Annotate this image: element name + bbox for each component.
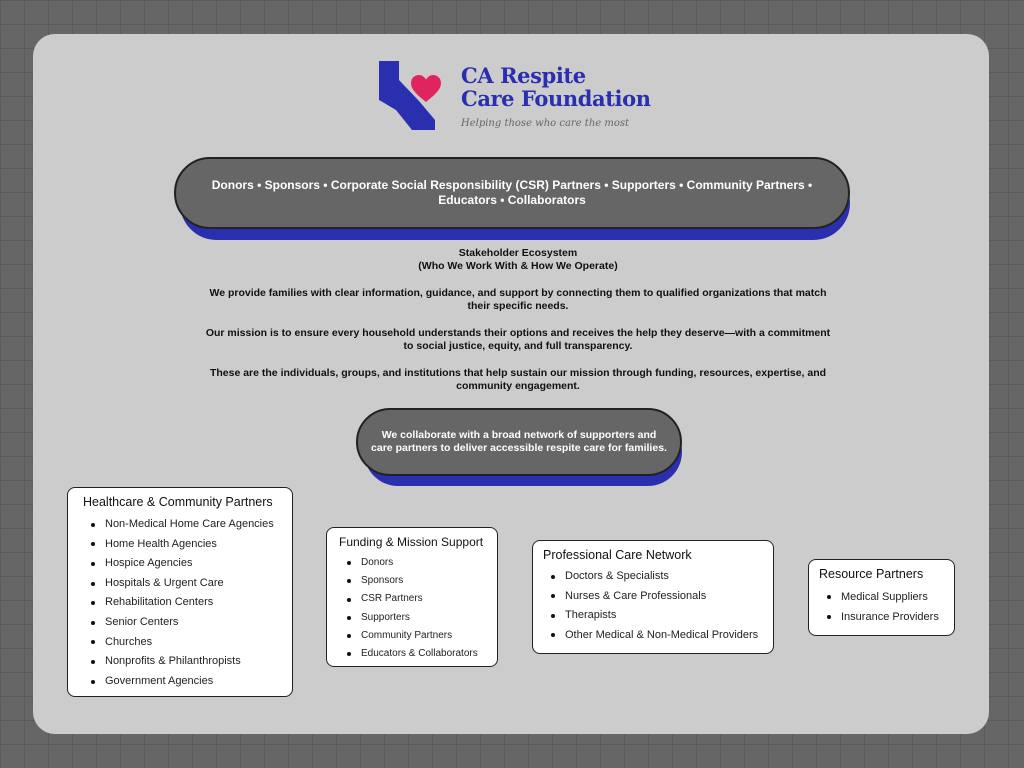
list-item: Hospice Agencies bbox=[83, 554, 282, 574]
card-title: Healthcare & Community Partners bbox=[83, 495, 273, 509]
brand-name-line2: Care Foundation bbox=[461, 86, 651, 111]
stakeholder-types-banner bbox=[174, 157, 850, 240]
list-item: Doctors & Specialists bbox=[543, 567, 763, 587]
list-item: CSR Partners bbox=[339, 590, 487, 608]
banner-text: We collaborate with a broad network of supporters and care partners to deliver accessible respite care for families. bbox=[356, 408, 682, 476]
card-title: Resource Partners bbox=[819, 567, 924, 581]
brand-name bbox=[461, 64, 651, 110]
mission-paragraph: We provide families with clear information, guidance, and support by connecting them to qualified organizations that match their specific needs. bbox=[209, 286, 827, 313]
collaboration-banner bbox=[356, 408, 682, 486]
card-title: Professional Care Network bbox=[543, 548, 692, 562]
brand-name-line1: CA Respite bbox=[461, 63, 586, 88]
list-item: Government Agencies bbox=[83, 672, 282, 692]
mission-paragraph: Our mission is to ensure every household understands their options and receives the help they deserve—with a commitment to social justice, equity, and full transparency. bbox=[205, 326, 831, 353]
card-title: Funding & Mission Support bbox=[339, 535, 484, 549]
list-item: Churches bbox=[83, 633, 282, 653]
professional-care-network-card bbox=[532, 540, 774, 654]
foundation-logo bbox=[378, 60, 658, 135]
list-item: Hospitals & Urgent Care bbox=[83, 574, 282, 594]
list-item: Insurance Providers bbox=[819, 607, 944, 627]
resource-partners-card bbox=[808, 559, 955, 636]
mission-subheading: (Who We Work With & How We Operate) bbox=[418, 260, 618, 273]
brand-tagline: Helping those who care the most bbox=[461, 118, 630, 129]
list-item: Supporters bbox=[339, 609, 487, 627]
list-item: Sponsors bbox=[339, 572, 487, 590]
list-item: Community Partners bbox=[339, 627, 487, 645]
list-item: Nonprofits & Philanthropists bbox=[83, 652, 282, 672]
mission-paragraph: These are the individuals, groups, and institutions that help sustain our mission through funding, resources, expertise, and community engagement. bbox=[209, 366, 827, 392]
list-item: Medical Suppliers bbox=[819, 587, 944, 607]
list-item: Nurses & Care Professionals bbox=[543, 587, 763, 607]
list-item: Educators & Collaborators bbox=[339, 645, 487, 663]
list-item: Donors bbox=[339, 554, 487, 572]
funding-mission-support-card bbox=[326, 527, 498, 667]
mission-heading: Stakeholder Ecosystem bbox=[458, 247, 578, 259]
california-heart-logo-icon bbox=[378, 60, 444, 130]
list-item: Home Health Agencies bbox=[83, 535, 282, 555]
banner-text: Donors • Sponsors • Corporate Social Responsibility (CSR) Partners • Supporters • Community Partners • Educators • Collaborators bbox=[174, 157, 850, 229]
healthcare-community-partners-card bbox=[67, 487, 293, 697]
list-item: Non-Medical Home Care Agencies bbox=[83, 515, 282, 535]
list-item: Senior Centers bbox=[83, 613, 282, 633]
list-item: Rehabilitation Centers bbox=[83, 593, 282, 613]
list-item: Therapists bbox=[543, 606, 763, 626]
list-item: Other Medical & Non-Medical Providers bbox=[543, 626, 763, 646]
mission-statement bbox=[205, 247, 831, 407]
